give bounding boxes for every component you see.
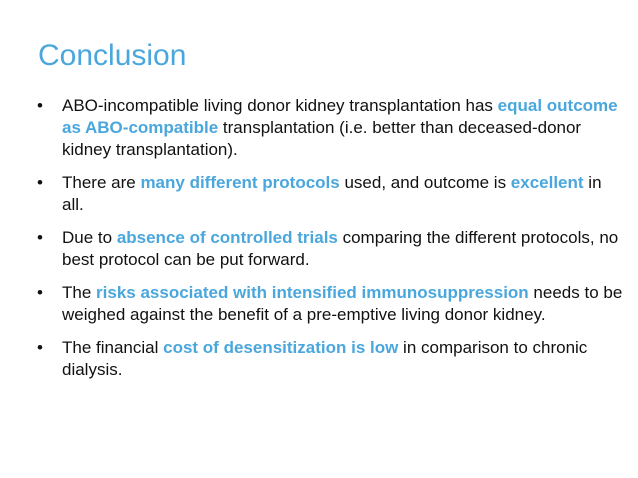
bullet-text-segment: There are	[62, 173, 141, 192]
bullet-text-segment: The financial	[62, 338, 164, 357]
highlight-text: risks associated with intensified immunosuppression	[96, 283, 529, 302]
bullet-item	[34, 95, 626, 161]
bullet-icon: •	[37, 228, 43, 247]
bullet-item	[34, 282, 626, 326]
highlight-text: cost of desensitization is low	[163, 338, 399, 357]
bullet-icon: •	[37, 96, 43, 115]
bullet-text-segment: The	[62, 283, 97, 302]
highlight-text: many different protocols	[140, 173, 340, 192]
bullet-list	[34, 95, 626, 392]
bullet-icon: •	[37, 283, 43, 302]
bullet-text-segment: ABO-incompatible living donor kidney transplantation has	[62, 96, 498, 115]
bullet-text	[62, 228, 618, 269]
bullet-item	[34, 337, 626, 381]
bullet-text-segment: transplantation (i.e. better than deceased-donor kidney transplantation).	[62, 118, 582, 159]
highlight-text: excellent	[510, 173, 584, 192]
bullet-text	[62, 96, 618, 159]
bullet-text	[62, 173, 602, 214]
bullet-text-segment: needs to be weighed against the benefit of a pre-emptive living donor kidney.	[62, 283, 623, 324]
bullet-text	[62, 283, 622, 324]
highlight-text: equal outcome as ABO-compatible	[62, 96, 618, 137]
bullet-text	[62, 338, 587, 379]
highlight-text: absence of controlled trials	[116, 228, 338, 247]
bullet-icon: •	[37, 173, 43, 192]
slide-title: Conclusion	[38, 39, 187, 72]
bullet-text-segment: in comparison to chronic dialysis.	[62, 338, 588, 379]
bullet-text-segment: used, and outcome is	[339, 173, 511, 192]
bullet-item	[34, 172, 626, 216]
bullet-text-segment: Due to	[62, 228, 117, 247]
bullet-icon: •	[37, 338, 43, 357]
bullet-item	[34, 227, 626, 271]
bullet-text-segment: comparing the different protocols, no best protocol can be put forward.	[62, 228, 619, 269]
bullet-text-segment: in all.	[62, 173, 602, 214]
